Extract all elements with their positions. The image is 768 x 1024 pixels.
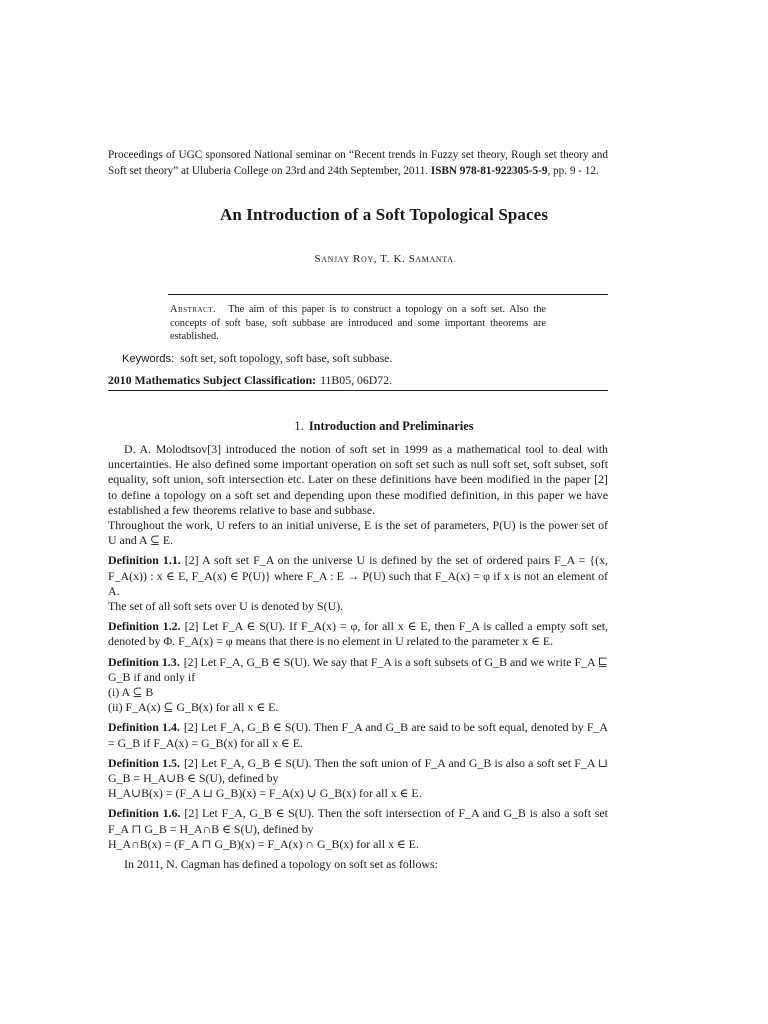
definition-text: [2] A soft set F_A on the universe U is defined by the set of ordered pairs F_A = {(x, F_A(x)) : x ∈ E, F_A(x) ∈ P(U)} where F_A : E → P(U) such that F_A(x) = φ if x is not an element of A. [108, 553, 608, 598]
definition-line: (ii) F_A(x) ⊆ G_B(x) for all x ∈ E. [108, 700, 279, 715]
notation-paragraph: Throughout the work, U refers to an initial universe, E is the set of parameters, P(U) is the power set of U and A ⊆ E. [108, 518, 608, 548]
definition-line: H_A∩B(x) = (F_A ⊓ G_B)(x) = F_A(x) ∩ G_B(x) for all x ∈ E. [108, 836, 419, 851]
authors: Sanjay Roy, T. K. Samanta [314, 253, 454, 265]
intro-paragraph: D. A. Molodtsov[3] introduced the notion of soft set in 1999 as a mathematical tool to deal with uncertainties. He also defined some important operation on soft set such as null soft set, soft subset, soft equality, soft union, soft intersection etc. Later on these definitions have been modified in the paper [2] to define a topology on a soft set and depending upon these modified definition, in this paper we have established a few theorems relative to base and subbase. [108, 442, 608, 517]
section-heading [0, 419, 768, 434]
keywords [122, 352, 602, 365]
proceedings-text: Proceedings of UGC sponsored National seminar on “Recent trends in Fuzzy set theory, Rough set theory and Soft set theory” at Uluberia College on 23rd and 24th September, 2011. [108, 149, 608, 178]
definition-1-5 [108, 756, 608, 802]
definition-head: Definition 1.3. [108, 654, 180, 669]
isbn: ISBN 978-81-922305-5-9 [430, 165, 548, 178]
definition-1-3 [108, 655, 608, 716]
section-body [108, 442, 608, 872]
definition-head: Definition 1.1. [108, 553, 181, 568]
definition-1-2 [108, 619, 608, 649]
definition-line: H_A∪B(x) = (F_A ⊔ G_B)(x) = F_A(x) ∪ G_B(x) for all x ∈ E. [108, 786, 422, 801]
definition-line: The set of all soft sets over U is denoted by S(U). [108, 599, 344, 614]
definition-1-6 [108, 806, 608, 852]
msc-label: 2010 Mathematics Subject Classification: [108, 373, 317, 387]
definition-head: Definition 1.6. [108, 806, 181, 821]
page-range: , pp. 9 - 12. [547, 165, 599, 178]
closing-sentence: In 2011, N. Cagman has defined a topology on soft set as follows: [124, 857, 438, 872]
section-title: Introduction and Preliminaries [308, 419, 474, 433]
proceedings-note [108, 147, 608, 179]
definition-1-4 [108, 720, 608, 750]
section-number: 1. [294, 419, 304, 433]
keywords-text: soft set, soft topology, soft base, soft subbase. [180, 352, 393, 365]
definition-line: (i) A ⊆ B [108, 685, 154, 700]
definition-text: [2] Let F_A, G_B ∈ S(U). Then the soft union of F_A and G_B is also a soft set F_A ⊔ G_B = H_A∪B ∈ S(U), defined by [108, 755, 608, 786]
abstract-top-rule [168, 294, 608, 295]
definition-head: Definition 1.4. [108, 720, 180, 735]
msc-codes: 11B05, 06D72. [320, 373, 393, 387]
definition-text: [2] Let F_A ∈ S(U). If F_A(x) = φ, for all x ∈ E, then F_A is called a empty soft set, denoted by Φ. F_A(x) = φ means that there is no element in U related to the parameter x ∈ E. [108, 619, 608, 649]
abstract-label: Abstract. [170, 304, 217, 315]
definition-text: [2] Let F_A, G_B ∈ S(U). We say that F_A is a soft subsets of G_B and we write F_A ⊑ G_B if and only if [108, 654, 608, 684]
msc-classification [108, 373, 608, 388]
keywords-label: Keywords: [122, 353, 175, 365]
definition-text: [2] Let F_A, G_B ∈ S(U). Then F_A and G_B are said to be soft equal, denoted by F_A = G_B if F_A(x) = G_B(x) for all x ∈ E. [108, 720, 608, 750]
definition-1-1 [108, 553, 608, 614]
abstract [170, 303, 546, 344]
msc-rule [108, 390, 608, 391]
paper-title: An Introduction of a Soft Topological Spaces [219, 205, 549, 224]
definition-text: [2] Let F_A, G_B ∈ S(U). Then the soft intersection of F_A and G_B is also a soft set F_A ⊓ G_B = H_A∩B ∈ S(U), defined by [108, 806, 608, 836]
definition-head: Definition 1.2. [108, 619, 181, 634]
abstract-text: The aim of this paper is to construct a topology on a soft set. Also the concepts of soft base, soft subbase are introduced and some important theorems are established. [170, 304, 546, 343]
definition-head: Definition 1.5. [108, 755, 180, 770]
